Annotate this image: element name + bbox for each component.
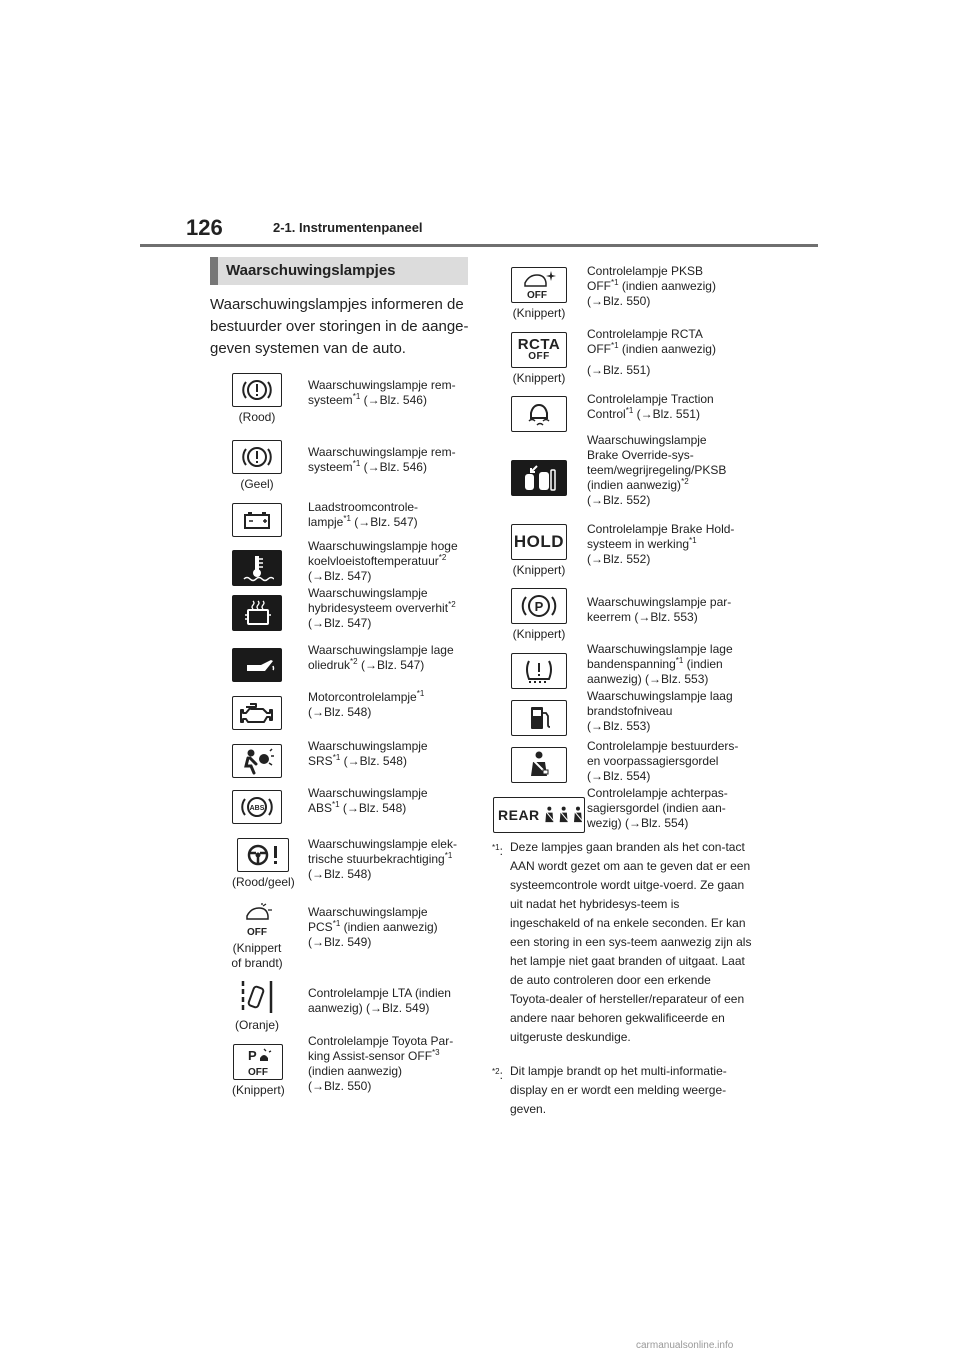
indicator-caption: (Knippert of brandt) bbox=[231, 941, 283, 970]
indicator-description: Controlelampje Traction Control$^{*1}$ (→Blz. 551) bbox=[587, 392, 714, 421]
header-rule bbox=[140, 244, 818, 247]
coolant-temperature-icon bbox=[232, 550, 282, 586]
indicator-row bbox=[232, 595, 282, 631]
off-label: OFF bbox=[527, 290, 547, 301]
hybrid-system-overheat-icon bbox=[232, 595, 282, 631]
indicator-caption: (Knippert) bbox=[232, 1083, 285, 1097]
fuel-icon bbox=[511, 700, 567, 736]
brake-override-icon bbox=[511, 460, 567, 496]
indicator-caption: (Knippert) bbox=[512, 627, 566, 641]
lta-icon bbox=[232, 979, 282, 1015]
indicator-description: Waarschuwingslampje SRS$^{*1}$ (→Blz. 548) bbox=[308, 739, 428, 768]
indicator-description: Controlelampje RCTA OFF$^{*1}$ (indien aanwezig) (→Blz. 551) bbox=[587, 327, 716, 377]
indicator-description: Waarschuwingslampje laag brandstofniveau (→Blz. 553) bbox=[587, 689, 733, 733]
rcta-off-icon bbox=[511, 332, 567, 368]
srs-airbag-icon bbox=[232, 744, 282, 778]
section-heading: 2-1. Instrumentenpaneel bbox=[273, 220, 423, 235]
check-engine-icon bbox=[232, 696, 282, 730]
indicator-caption: (Knippert) bbox=[512, 306, 566, 320]
indicator-caption: (Rood/geel) bbox=[232, 875, 295, 889]
p-label: P bbox=[534, 599, 544, 614]
indicator-description: Waarschuwingslampje rem- systeem$^{*1}$ (→Blz. 546) bbox=[308, 378, 456, 407]
page-number: 126 bbox=[186, 215, 223, 240]
indicator-description: Controlelampje achterpas- sagiersgordel (indien aan- wezig) (→Blz. 554) bbox=[587, 786, 728, 830]
footnote-text: Deze lampjes gaan branden als het con-tact AAN wordt gezet om aan te geven dat er een systeemcontrole wordt uitge-voerd. Ze gaan uit nadat het hybridesys-teem is ingeschakeld of na enkele seconden. Er kan een storing in een sys-teem aanwezig zijn als het lampje niet gaat branden of uitgaat. Laat de auto controleren door een erkende Toyota-dealer of hersteller/reparateur of een andere naar behoren gekwalificeerde en uitgeruste deskundige. bbox=[510, 840, 752, 1044]
indicator-caption: (Knippert) bbox=[512, 563, 566, 577]
off-label: OFF bbox=[528, 351, 550, 362]
indicator-description: Waarschuwingslampje lage bandenspanning$^{*1}$ (indien aanwezig) (→Blz. 553) bbox=[587, 642, 733, 686]
indicator-description: Waarschuwingslampje hoge koelvloeistoftemperatuur$^{*2}$ (→Blz. 547) bbox=[308, 539, 458, 583]
section-title: Waarschuwingslampjes bbox=[210, 257, 468, 285]
footer-watermark: carmanualsonline.info bbox=[636, 1340, 734, 1351]
indicator-row bbox=[511, 524, 567, 578]
indicator-row bbox=[232, 838, 295, 890]
abs-icon-text: ABS bbox=[249, 805, 265, 812]
parking-brake-icon bbox=[511, 588, 567, 624]
footnote-2: $^{*2}$: Dit lampje brandt op het multi-informatie-display en er wordt een melding weerge-geven. bbox=[492, 1062, 752, 1119]
intro-paragraph: Waarschuwingslampjes informeren de bestuurder over storingen in de aange-geven systemen van de auto. bbox=[210, 296, 469, 357]
brake-warning-icon bbox=[232, 373, 282, 407]
pcs-off-icon bbox=[232, 902, 282, 938]
pksb-off-icon bbox=[511, 267, 567, 303]
indicator-description: Controlelampje Toyota Par- king Assist-sensor OFF$^{*3}$ (indien aanwezig) (→Blz. 550) bbox=[308, 1034, 454, 1093]
rear-seatbelt-icon bbox=[493, 797, 585, 833]
indicator-description: Waarschuwingslampje Brake Override-sys- teem/wegrijregeling/PKSB (indien aanwezig)$^{*2}$ (→Blz. 552) bbox=[587, 433, 727, 507]
indicator-row bbox=[511, 653, 567, 689]
indicator-row bbox=[232, 1044, 285, 1098]
hold-label: HOLD bbox=[513, 532, 565, 551]
indicator-row bbox=[511, 588, 567, 642]
indicator-row bbox=[232, 696, 282, 730]
indicator-row bbox=[511, 747, 567, 783]
p-label: P bbox=[248, 1048, 258, 1063]
indicator-caption: (Geel) bbox=[240, 477, 274, 491]
footnote-text: Dit lampje brandt op het multi-informatie-display en er wordt een melding weerge-geven. bbox=[510, 1064, 727, 1116]
indicator-row bbox=[232, 373, 282, 425]
indicator-row bbox=[232, 744, 282, 778]
parking-assist-off-icon bbox=[233, 1044, 283, 1080]
indicator-row bbox=[493, 797, 585, 833]
traction-control-icon bbox=[511, 396, 567, 432]
indicator-caption: (Rood) bbox=[238, 410, 276, 424]
indicator-description: Waarschuwingslampje elek- trische stuurbekrachtiging$^{*1}$ (→Blz. 548) bbox=[308, 837, 457, 881]
indicator-row bbox=[232, 902, 285, 971]
footnote-1: $^{*1}$: Deze lampjes gaan branden als het con-tact AAN wordt gezet om aan te geven dat er een systeemcontrole wordt uitge-voerd. Ze gaan uit nadat het hybridesys-teem is ingeschakeld of na enkele seconden. Er kan een storing in een sys-teem aanwezig zijn als het lampje niet gaat branden of uitgaat. Laat de auto controleren door een erkende Toyota-dealer of hersteller/reparateur of een andere naar behoren gekwalificeerde en uitgeruste deskundige. bbox=[492, 838, 752, 1047]
hold-icon bbox=[511, 524, 567, 560]
indicator-description: Controlelampje PKSB OFF$^{*1}$ (indien aanwezig) (→Blz. 550) bbox=[587, 264, 716, 308]
indicator-caption: (Oranje) bbox=[234, 1018, 279, 1032]
indicator-description: Motorcontrolelampje$^{*1}$ (→Blz. 548) bbox=[308, 689, 425, 719]
indicator-description: Waarschuwingslampje par- keerrem (→Blz. 553) bbox=[587, 595, 732, 624]
indicator-row bbox=[232, 790, 282, 824]
indicator-row bbox=[232, 503, 282, 537]
tire-pressure-icon bbox=[511, 653, 567, 689]
indicator-row bbox=[511, 700, 567, 736]
indicator-description: Waarschuwingslampje lage oliedruk$^{*2}$ (→Blz. 547) bbox=[308, 643, 454, 672]
power-steering-icon bbox=[237, 838, 289, 872]
indicator-description: Controlelampje LTA (indien aanwezig) (→Blz. 549) bbox=[308, 986, 451, 1015]
indicator-row bbox=[232, 440, 282, 492]
indicator-description: Waarschuwingslampje ABS$^{*1}$ (→Blz. 548) bbox=[308, 786, 428, 815]
indicator-row bbox=[511, 396, 567, 432]
indicator-description: Controlelampje Brake Hold- systeem in werking$^{*1}$ (→Blz. 552) bbox=[587, 522, 735, 566]
brake-warning-icon bbox=[232, 440, 282, 474]
indicator-description: Waarschuwingslampje hybridesysteem oververhit$^{*2}$ (→Blz. 547) bbox=[308, 586, 456, 630]
indicator-caption: (Knippert) bbox=[512, 371, 566, 385]
indicator-description: Controlelampje bestuurders- en voorpassagiersgordel (→Blz. 554) bbox=[587, 739, 739, 783]
indicator-row bbox=[511, 267, 567, 321]
indicator-row bbox=[511, 460, 567, 496]
abs-icon bbox=[232, 790, 282, 824]
off-label: OFF bbox=[247, 927, 267, 938]
rcta-label: RCTA bbox=[517, 336, 561, 353]
off-label: OFF bbox=[248, 1067, 269, 1078]
oil-pressure-icon bbox=[232, 648, 282, 682]
indicator-description: Laadstroomcontrole- lampje$^{*1}$ (→Blz. 547) bbox=[308, 500, 419, 529]
rear-label: REAR bbox=[498, 807, 540, 823]
battery-icon bbox=[232, 503, 282, 537]
indicator-description: Waarschuwingslampje PCS$^{*1}$ (indien aanwezig) (→Blz. 549) bbox=[308, 905, 438, 949]
indicator-row bbox=[232, 648, 282, 682]
indicator-row bbox=[232, 979, 282, 1033]
indicator-description: Waarschuwingslampje rem- systeem$^{*1}$ (→Blz. 546) bbox=[308, 445, 456, 474]
seatbelt-icon bbox=[511, 747, 567, 783]
indicator-row bbox=[232, 550, 282, 586]
indicator-row bbox=[511, 332, 567, 386]
